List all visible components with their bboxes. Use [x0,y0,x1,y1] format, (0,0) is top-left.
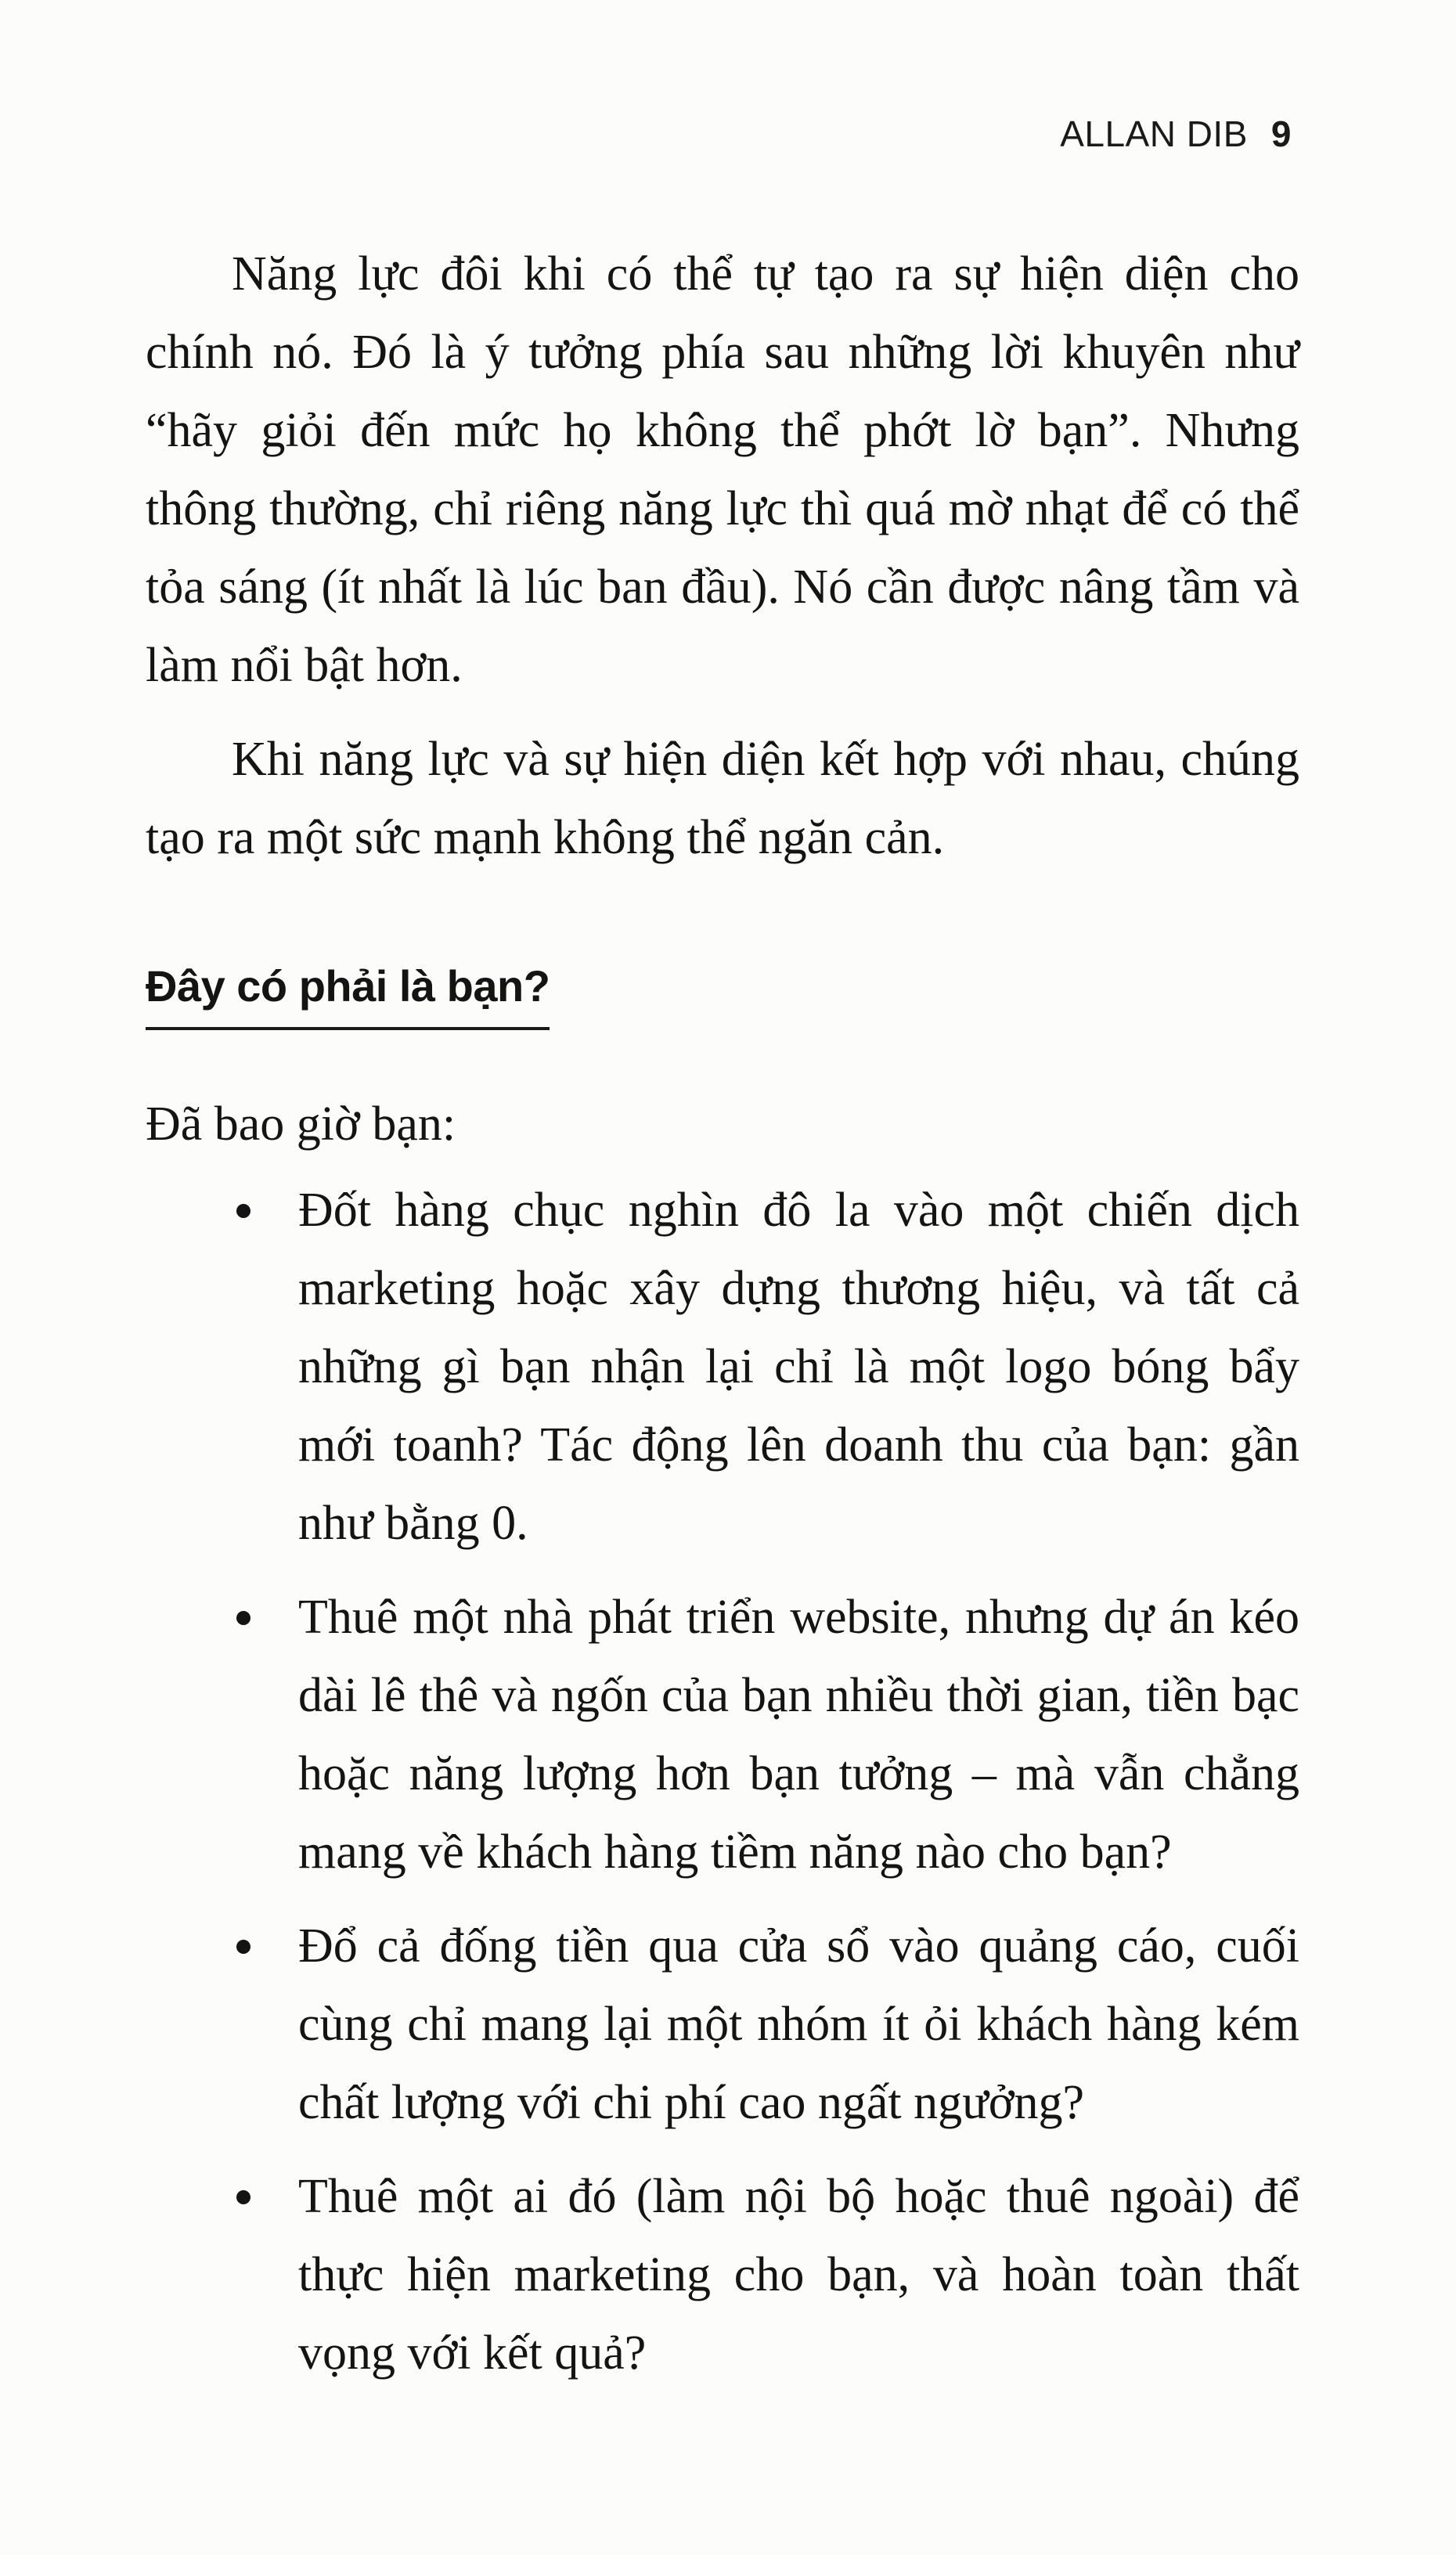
paragraph: Năng lực đôi khi có thể tự tạo ra sự hiện diện cho chính nó. Đó là ý tưởng phía sau những lời khuyên như “hãy giỏi đến mức họ không thể phớt lờ bạn”. Nhưng thông thường, chỉ riêng năng lực thì quá mờ nhạt để có thể tỏa sáng (ít nhất là lúc ban đầu). Nó cần được nâng tầm và làm nổi bật hơn. [146,247,1299,692]
bullet-dot-icon [236,1204,250,1218]
list-item-text: Đốt hàng chục nghìn đô la vào một chiến dịch marketing hoặc xây dựng thương hiệu, và tất cả những gì bạn nhận lại chỉ là một logo bóng bẩy mới toanh? Tác động lên doanh thu của bạn: gần như bằng 0. [298,1184,1299,1550]
bullet-list [146,1171,1299,2392]
author-name: ALLAN DIB [1060,114,1248,154]
list-item [146,1578,1299,1891]
bullet-dot-icon [236,1611,250,1625]
bullet-dot-icon [236,2190,250,2204]
list-item-text: Thuê một ai đó (làm nội bộ hoặc thuê ngoài) để thực hiện marketing cho bạn, và hoàn toàn thất vọng với kết quả? [298,2170,1299,2380]
paragraph: Khi năng lực và sự hiện diện kết hợp với nhau, chúng tạo ra một sức mạnh không thể ngăn cản. [146,733,1299,864]
running-header [1060,116,1292,152]
list-item-text: Đổ cả đống tiền qua cửa sổ vào quảng cáo, cuối cùng chỉ mang lại một nhóm ít ỏi khách hàng kém chất lượng với chi phí cao ngất ngưởng? [298,1919,1299,2129]
list-item [146,1171,1299,1562]
body-text [146,235,1299,2392]
list-item [146,1907,1299,2142]
list-item [146,2157,1299,2392]
page-number: 9 [1270,114,1292,154]
section-heading: Đây có phải là bạn? [146,955,550,1030]
list-item-text: Thuê một nhà phát triển website, nhưng dự án kéo dài lê thê và ngốn của bạn nhiều thời gian, tiền bạc hoặc năng lượng hơn bạn tưởng – mà vẫn chẳng mang về khách hàng tiềm năng nào cho bạn? [298,1591,1299,1879]
section-intro: Đã bao giờ bạn: [146,1097,456,1151]
bullet-dot-icon [236,1940,250,1954]
